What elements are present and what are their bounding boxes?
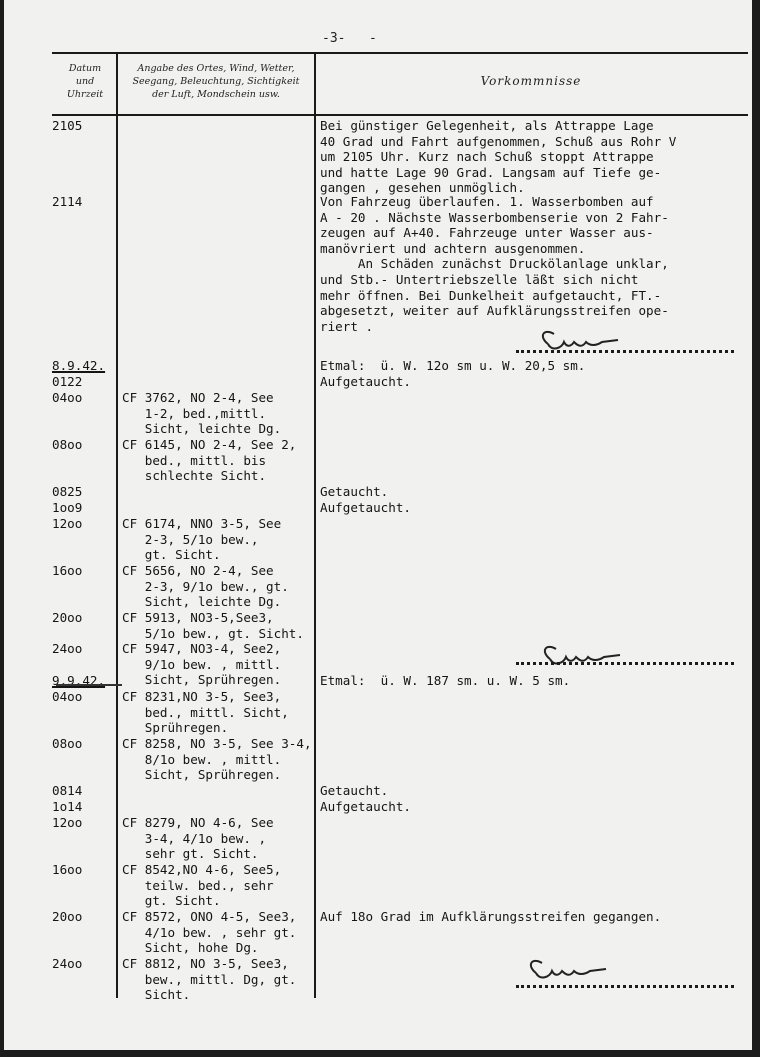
entry-position-weather: CF 6174, NNO 3-5, See	[122, 516, 282, 531]
entry-position-weather: Sicht, Sprühregen.	[122, 767, 282, 783]
entry-time: 0814	[52, 783, 83, 798]
entry-position-weather: 2-3, 9/1o bew., gt.	[122, 578, 289, 594]
entry-position-weather: teilw. bed., sehr	[122, 877, 274, 893]
signature-dotted-line-1	[516, 350, 734, 353]
column-divider-1	[116, 52, 118, 998]
entry-position-weather: bew., mittl. Dg, gt.	[122, 971, 297, 987]
entry-position-weather: bed., mittl. bis	[122, 452, 267, 468]
time-underline-mark	[56, 684, 122, 686]
entry-position-weather: Sicht, Sprühregen.	[122, 672, 282, 688]
entry-position-weather: CF 5913, NO3-5,See3,	[122, 610, 274, 625]
entry-position-weather: CF 5947, NO3-4, See2,	[122, 641, 282, 656]
entry-position-weather: CF 5656, NO 2-4, See	[122, 563, 274, 578]
entry-time: 2114	[52, 194, 83, 209]
entry-position-weather: Sicht.	[122, 987, 191, 1003]
entry-event: abgesetzt, weiter auf Aufklärungsstreifen ope-	[320, 303, 669, 319]
entry-event: 40 Grad und Fahrt aufgenommen, Schuß aus Rohr V	[320, 133, 677, 149]
entry-event: um 2105 Uhr. Kurz nach Schuß stoppt Attrappe	[320, 149, 654, 165]
entry-time: 04oo	[52, 689, 83, 704]
entry-position-weather: Sicht, leichte Dg.	[122, 594, 282, 610]
entry-event: und hatte Lage 90 Grad. Langsam auf Tiefe ge-	[320, 164, 662, 180]
entry-position-weather: CF 8572, ONO 4-5, See3,	[122, 909, 297, 924]
entry-position-weather: 3-4, 4/1o bew. ,	[122, 830, 267, 846]
entry-time: 0122	[52, 374, 83, 389]
entry-event: riert .	[320, 318, 374, 334]
entry-date: 8.9.42.	[52, 358, 106, 373]
entry-event: A - 20 . Nächste Wasserbombenserie von 2 Fahr-	[320, 209, 669, 225]
entry-event: An Schäden zunächst Druckölanlage unklar,	[320, 256, 669, 272]
entry-position-weather: 1-2, bed.,mittl.	[122, 405, 267, 421]
entry-position-weather: schlechte Sicht.	[122, 468, 267, 484]
entry-time: 24oo	[52, 956, 83, 971]
entry-time: 08oo	[52, 736, 83, 751]
entry-position-weather: CF 8812, NO 3-5, See3,	[122, 956, 289, 971]
entry-event: gangen , gesehen unmöglich.	[320, 180, 525, 196]
entry-position-weather: CF 8231,NO 3-5, See3,	[122, 689, 282, 704]
entry-event: Bei günstiger Gelegenheit, als Attrappe Lage	[320, 118, 654, 133]
entry-time: 20oo	[52, 610, 83, 625]
entry-event: Getaucht.	[320, 484, 389, 499]
entry-date: 9.9.42.	[52, 673, 106, 688]
entry-event: Etmal: ü. W. 12o sm u. W. 20,5 sm.	[320, 358, 586, 373]
entry-event: Aufgetaucht.	[320, 374, 411, 389]
entry-time: 2105	[52, 118, 83, 133]
signature-mark-2	[536, 641, 626, 671]
header-place-weather: Angabe des Ortes, Wind, Wetter, Seegang, Beleuchtung, Sichtigkeit der Luft, Mondschein usw.	[132, 63, 300, 100]
entry-position-weather: 8/1o bew. , mittl.	[122, 751, 282, 767]
entry-time: 0825	[52, 484, 83, 499]
entry-event: Getaucht.	[320, 783, 389, 798]
entry-position-weather: CF 3762, NO 2-4, See	[122, 390, 274, 405]
entry-event: Etmal: ü. W. 187 sm. u. W. 5 sm.	[320, 673, 571, 688]
header-bottom-rule	[52, 114, 748, 116]
entry-time: 12oo	[52, 516, 83, 531]
entry-position-weather: CF 8542,NO 4-6, See5,	[122, 862, 282, 877]
entry-time: 16oo	[52, 563, 83, 578]
entry-position-weather: CF 8279, NO 4-6, See	[122, 815, 274, 830]
header-top-rule	[52, 52, 748, 54]
entry-position-weather: sehr gt. Sicht.	[122, 846, 259, 862]
page-number: -3- -	[322, 31, 377, 46]
entry-position-weather: bed., mittl. Sicht,	[122, 704, 289, 720]
signature-mark-3	[522, 955, 612, 985]
header-events: Vorkommnisse	[480, 74, 582, 88]
entry-position-weather: Sicht, hohe Dg.	[122, 940, 259, 956]
entry-position-weather: CF 8258, NO 3-5, See 3-4,	[122, 736, 312, 751]
entry-position-weather: CF 6145, NO 2-4, See 2,	[122, 437, 297, 452]
header-date-time: Datum und Uhrzeit	[66, 63, 104, 100]
signature-dotted-line-2	[516, 662, 734, 665]
entry-time: 20oo	[52, 909, 83, 924]
entry-position-weather: 9/1o bew. , mittl.	[122, 656, 282, 672]
entry-position-weather: gt. Sicht.	[122, 547, 221, 563]
signature-dotted-line-3	[516, 985, 734, 988]
entry-event: mehr öffnen. Bei Dunkelheit aufgetaucht, FT.-	[320, 287, 662, 303]
entry-position-weather: 4/1o bew. , sehr gt.	[122, 924, 297, 940]
entry-position-weather: 2-3, 5/1o bew.,	[122, 531, 259, 547]
entry-position-weather: Sicht, leichte Dg.	[122, 421, 282, 437]
entry-time: 1oo9	[52, 500, 83, 515]
entry-time: 08oo	[52, 437, 83, 452]
entry-time: 16oo	[52, 862, 83, 877]
entry-event: Aufgetaucht.	[320, 799, 411, 814]
entry-position-weather: gt. Sicht.	[122, 893, 221, 909]
entry-event: zeugen auf A+40. Fahrzeuge unter Wasser aus-	[320, 225, 654, 241]
entry-event: und Stb.- Untertriebszelle läßt sich nicht	[320, 272, 639, 287]
entry-event: Auf 18o Grad im Aufklärungsstreifen gegangen.	[320, 909, 662, 924]
entry-event: Aufgetaucht.	[320, 500, 411, 515]
entry-position-weather: 5/1o bew., gt. Sicht.	[122, 625, 304, 641]
entry-event: Von Fahrzeug überlaufen. 1. Wasserbomben auf	[320, 194, 654, 209]
entry-position-weather: Sprühregen.	[122, 720, 229, 736]
entry-time: 1o14	[52, 799, 83, 814]
entry-time: 12oo	[52, 815, 83, 830]
entry-time: 24oo	[52, 641, 83, 656]
entry-time: 04oo	[52, 390, 83, 405]
entry-event: manövriert und achtern ausgenommen.	[320, 240, 586, 256]
column-divider-2	[314, 52, 316, 998]
logbook-page	[4, 0, 752, 1050]
